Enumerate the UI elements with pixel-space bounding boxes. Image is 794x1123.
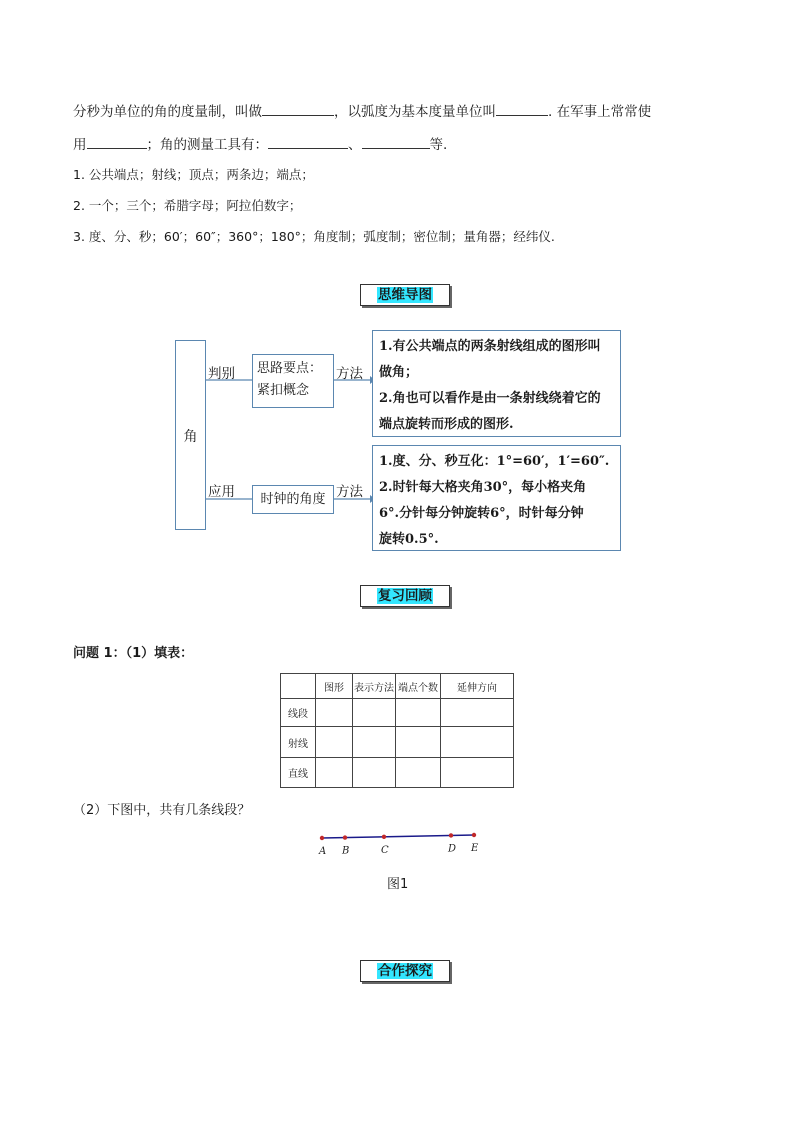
table-header-cell: 端点个数 [396,674,441,699]
table-row-label: 线段 [281,699,316,727]
intro-text: 用 [73,137,87,153]
branch-2-box-line: 6°.分针每分钟旋转6°，时针每分钟 [379,506,584,521]
mind-map-root-label: 角 [183,429,198,445]
branch-2-box-line: 2.时针每大格夹角30°，每小格夹角 [379,480,587,495]
intro-text: ，以弧度为基本度量单位叫 [334,104,496,120]
branch-1-label: 判别 [208,366,235,382]
table-row-label: 射线 [281,727,316,758]
table-header-cell: 延伸方向 [441,674,514,699]
branch-2-method: 方法 [336,484,363,500]
point-label-a: A [319,846,327,857]
question-1-title: 问题 1：（1）填表： [73,646,194,661]
branch-1-method: 方法 [336,366,363,382]
branch-1-box-line: 端点旋转而形成的图形. [379,417,514,432]
point-b [343,835,347,839]
figure-caption: 图1 [387,877,409,892]
intro-text: 等. [429,137,448,153]
point-label-c: C [381,844,389,856]
section-title-explore: 合作探究 [360,960,450,982]
section-title-mind-map: 思维导图 [360,284,450,306]
point-label-b: B [342,845,350,857]
table-header-cell: 图形 [316,674,353,699]
answer-3: 3. 度、分、秒；60′；60″；360°；180°；角度制；弧度制；密位制；量角器；经纬仪. [73,229,555,244]
table-header-cell: 表示方法 [353,674,396,699]
branch-1-node-line: 思路要点： [257,361,323,376]
point-e [472,833,476,837]
branch-2-box-line: 1.度、分、秒互化：1°=60′，1′=60″. [379,454,610,469]
point-label-d: D [448,843,457,855]
intro-text: ；角的测量工具有： [146,137,268,153]
answer-1: 1. 公共端点；射线；顶点；两条边；端点； [73,167,314,182]
branch-1-node-line: 紧扣概念 [257,383,310,398]
question-1-part-2: （2）下图中，共有几条线段？ [73,803,251,818]
point-a [320,836,324,840]
intro-text: 、 [348,137,362,153]
point-d [449,833,453,837]
branch-1-box-line: 2.角也可以看作是由一条射线绕着它的 [379,391,601,406]
point-c [382,835,386,839]
branch-2-box-line: 旋转0.5°. [379,532,439,547]
branch-1-box-line: 1.有公共端点的两条射线组成的图形叫 [379,339,601,354]
answer-2: 2. 一个；三个；希腊字母；阿拉伯数字； [73,198,302,213]
point-label-e: E [471,843,479,854]
intro-text: 分秒为单位的角的度量制，叫做 [73,104,262,120]
branch-1-box-line: 做角； [379,365,419,380]
table-row-label: 直线 [281,758,316,788]
branch-2-label: 应用 [208,484,235,500]
branch-2-node-text: 时钟的角度 [260,492,326,507]
intro-text: . 在军事上常常使 [548,104,652,120]
section-title-review: 复习回顾 [360,585,450,607]
